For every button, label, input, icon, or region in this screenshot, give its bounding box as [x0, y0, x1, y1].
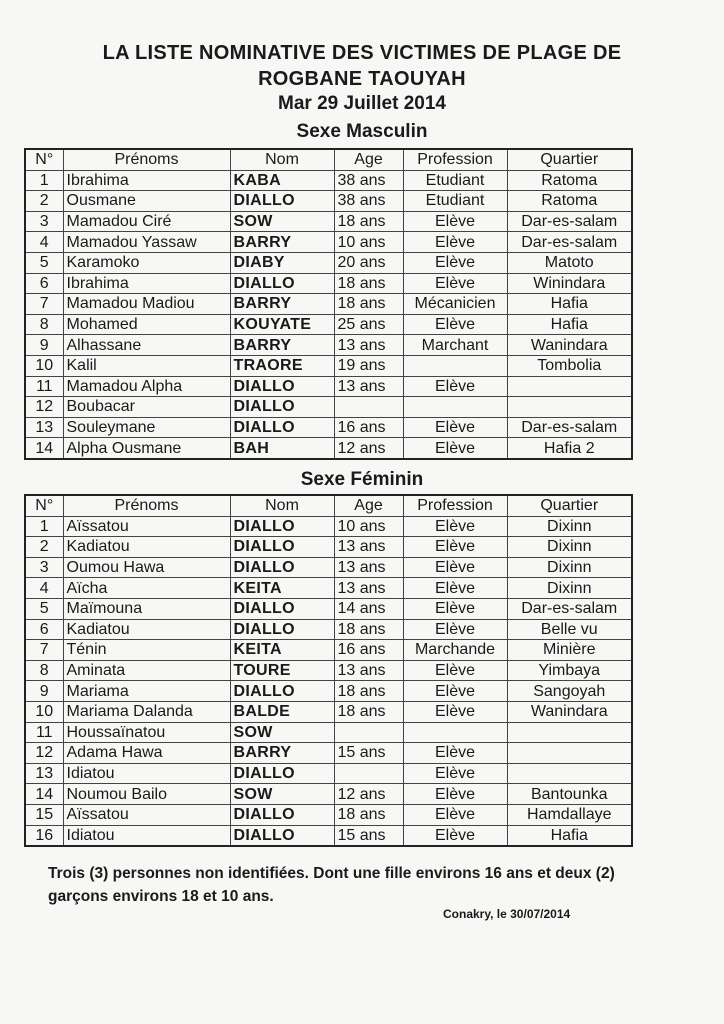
cell-prenom: Mamadou Yassaw — [63, 232, 230, 253]
cell-age: 13 ans — [334, 557, 403, 578]
cell-quartier: Wanindara — [507, 335, 632, 356]
cell-prenom: Aïssatou — [63, 804, 230, 825]
cell-prenom: Kadiatou — [63, 537, 230, 558]
cell-number: 10 — [25, 355, 63, 376]
cell-prenom: Ténin — [63, 640, 230, 661]
cell-profession: Elève — [403, 763, 507, 784]
cell-number: 5 — [25, 252, 63, 273]
table-row — [25, 191, 632, 212]
cell-quartier: Hafia — [507, 314, 632, 335]
column-header-nom: Nom — [230, 149, 334, 170]
cell-profession: Elève — [403, 743, 507, 764]
column-header-prenoms: Prénoms — [63, 149, 230, 170]
cell-profession: Elève — [403, 273, 507, 294]
cell-profession: Marchande — [403, 640, 507, 661]
cell-age: 25 ans — [334, 314, 403, 335]
cell-prenom: Kalil — [63, 355, 230, 376]
cell-number: 7 — [25, 294, 63, 315]
victims-table-male — [24, 148, 633, 460]
cell-quartier: Hamdallaye — [507, 804, 632, 825]
cell-nom: DIALLO — [230, 376, 334, 397]
cell-number: 5 — [25, 598, 63, 619]
cell-nom: BARRY — [230, 294, 334, 315]
column-header-profession: Profession — [403, 495, 507, 516]
cell-quartier: Ratoma — [507, 191, 632, 212]
cell-prenom: Mamadou Alpha — [63, 376, 230, 397]
table-row — [25, 355, 632, 376]
cell-age — [334, 397, 403, 418]
cell-quartier: Dar-es-salam — [507, 598, 632, 619]
cell-profession: Elève — [403, 660, 507, 681]
cell-age: 18 ans — [334, 211, 403, 232]
cell-age: 13 ans — [334, 578, 403, 599]
cell-quartier — [507, 722, 632, 743]
column-header-no: N° — [25, 495, 63, 516]
cell-nom: SOW — [230, 211, 334, 232]
cell-nom: BALDE — [230, 701, 334, 722]
cell-quartier — [507, 397, 632, 418]
cell-quartier: Dixinn — [507, 537, 632, 558]
cell-nom: DIALLO — [230, 273, 334, 294]
cell-age: 13 ans — [334, 376, 403, 397]
cell-quartier — [507, 743, 632, 764]
cell-nom: BARRY — [230, 335, 334, 356]
cell-profession: Etudiant — [403, 191, 507, 212]
cell-age: 13 ans — [334, 537, 403, 558]
cell-nom: DIALLO — [230, 397, 334, 418]
table-row — [25, 335, 632, 356]
cell-age: 15 ans — [334, 743, 403, 764]
cell-nom: DIALLO — [230, 516, 334, 537]
cell-prenom: Aïssatou — [63, 516, 230, 537]
cell-number: 8 — [25, 314, 63, 335]
document-date: Mar 29 Juillet 2014 — [278, 93, 446, 114]
cell-prenom: Mamadou Ciré — [63, 211, 230, 232]
cell-nom: BAH — [230, 438, 334, 459]
table-row — [25, 763, 632, 784]
cell-nom: DIALLO — [230, 537, 334, 558]
cell-profession: Elève — [403, 537, 507, 558]
cell-number: 8 — [25, 660, 63, 681]
cell-quartier: Dar-es-salam — [507, 417, 632, 438]
document-title-place: ROGBANE TAOUYAH — [258, 68, 466, 90]
cell-quartier — [507, 763, 632, 784]
table-row — [25, 598, 632, 619]
table-row — [25, 211, 632, 232]
cell-age — [334, 722, 403, 743]
cell-prenom: Adama Hawa — [63, 743, 230, 764]
cell-prenom: Maïmouna — [63, 598, 230, 619]
cell-age: 18 ans — [334, 701, 403, 722]
cell-number: 6 — [25, 273, 63, 294]
cell-number: 3 — [25, 557, 63, 578]
cell-number: 1 — [25, 516, 63, 537]
cell-nom: KEITA — [230, 640, 334, 661]
cell-age — [334, 763, 403, 784]
cell-age: 18 ans — [334, 619, 403, 640]
cell-number: 12 — [25, 743, 63, 764]
cell-age: 18 ans — [334, 273, 403, 294]
cell-profession: Elève — [403, 417, 507, 438]
column-header-profession: Profession — [403, 149, 507, 170]
cell-profession: Elève — [403, 314, 507, 335]
cell-age: 38 ans — [334, 191, 403, 212]
cell-number: 11 — [25, 722, 63, 743]
cell-age: 13 ans — [334, 660, 403, 681]
table-row — [25, 784, 632, 805]
cell-prenom: Idiatou — [63, 825, 230, 846]
cell-prenom: Ibrahima — [63, 273, 230, 294]
footnote-unidentified: Trois (3) personnes non identifiées. Dont une fille environs 16 ans et deux (2) garçons environs 18 et 10 ans. — [48, 865, 615, 905]
table-row — [25, 273, 632, 294]
victims-table-female — [24, 494, 633, 847]
cell-age: 10 ans — [334, 516, 403, 537]
cell-age: 20 ans — [334, 252, 403, 273]
cell-nom: TOURE — [230, 660, 334, 681]
cell-nom: DIALLO — [230, 763, 334, 784]
cell-quartier: Dar-es-salam — [507, 232, 632, 253]
cell-number: 14 — [25, 438, 63, 459]
cell-nom: DIALLO — [230, 598, 334, 619]
cell-age: 13 ans — [334, 335, 403, 356]
cell-quartier: Belle vu — [507, 619, 632, 640]
table-row — [25, 825, 632, 846]
table-row — [25, 640, 632, 661]
table-header-row — [25, 149, 632, 170]
cell-number: 4 — [25, 578, 63, 599]
cell-profession: Elève — [403, 701, 507, 722]
column-header-quartier: Quartier — [507, 149, 632, 170]
table-row — [25, 660, 632, 681]
table-row — [25, 516, 632, 537]
column-header-age: Age — [334, 495, 403, 516]
cell-age: 15 ans — [334, 825, 403, 846]
cell-prenom: Kadiatou — [63, 619, 230, 640]
cell-profession: Elève — [403, 578, 507, 599]
cell-profession — [403, 722, 507, 743]
cell-quartier: Matoto — [507, 252, 632, 273]
cell-profession: Elève — [403, 557, 507, 578]
cell-quartier: Bantounka — [507, 784, 632, 805]
cell-number: 2 — [25, 191, 63, 212]
cell-age: 38 ans — [334, 170, 403, 191]
column-header-nom: Nom — [230, 495, 334, 516]
cell-prenom: Ousmane — [63, 191, 230, 212]
cell-profession: Elève — [403, 438, 507, 459]
cell-quartier: Hafia 2 — [507, 438, 632, 459]
cell-number: 11 — [25, 376, 63, 397]
cell-prenom: Mariama Dalanda — [63, 701, 230, 722]
cell-nom: KABA — [230, 170, 334, 191]
cell-nom: DIALLO — [230, 619, 334, 640]
column-header-no: N° — [25, 149, 63, 170]
cell-profession: Elève — [403, 598, 507, 619]
cell-quartier: Dixinn — [507, 557, 632, 578]
table-row — [25, 294, 632, 315]
cell-quartier: Yimbaya — [507, 660, 632, 681]
table-row — [25, 376, 632, 397]
cell-nom: BARRY — [230, 743, 334, 764]
table-header-row — [25, 495, 632, 516]
cell-age: 12 ans — [334, 784, 403, 805]
cell-age: 16 ans — [334, 640, 403, 661]
table-row — [25, 701, 632, 722]
cell-nom: KEITA — [230, 578, 334, 599]
table-row — [25, 722, 632, 743]
cell-profession: Elève — [403, 804, 507, 825]
cell-profession: Elève — [403, 784, 507, 805]
column-header-quartier: Quartier — [507, 495, 632, 516]
cell-number: 16 — [25, 825, 63, 846]
cell-nom: DIALLO — [230, 191, 334, 212]
cell-profession: Mécanicien — [403, 294, 507, 315]
cell-quartier: Hafia — [507, 294, 632, 315]
cell-quartier: Dixinn — [507, 516, 632, 537]
cell-prenom: Ibrahima — [63, 170, 230, 191]
cell-age: 10 ans — [334, 232, 403, 253]
place-and-date: Conakry, le 30/07/2014 — [443, 907, 571, 921]
cell-nom: DIALLO — [230, 825, 334, 846]
column-header-age: Age — [334, 149, 403, 170]
cell-nom: BARRY — [230, 232, 334, 253]
cell-prenom: Idiatou — [63, 763, 230, 784]
cell-nom: DIALLO — [230, 417, 334, 438]
cell-age: 18 ans — [334, 294, 403, 315]
cell-nom: DIALLO — [230, 804, 334, 825]
cell-profession: Elève — [403, 516, 507, 537]
cell-number: 13 — [25, 763, 63, 784]
cell-age: 16 ans — [334, 417, 403, 438]
cell-prenom: Houssaïnatou — [63, 722, 230, 743]
cell-prenom: Mariama — [63, 681, 230, 702]
cell-nom: DIABY — [230, 252, 334, 273]
cell-prenom: Alpha Ousmane — [63, 438, 230, 459]
cell-number: 3 — [25, 211, 63, 232]
cell-number: 1 — [25, 170, 63, 191]
cell-number: 2 — [25, 537, 63, 558]
cell-prenom: Boubacar — [63, 397, 230, 418]
cell-quartier: Minière — [507, 640, 632, 661]
cell-nom: DIALLO — [230, 681, 334, 702]
cell-quartier: Wanindara — [507, 701, 632, 722]
cell-profession — [403, 355, 507, 376]
table-row — [25, 170, 632, 191]
cell-profession: Elève — [403, 681, 507, 702]
cell-prenom: Oumou Hawa — [63, 557, 230, 578]
cell-quartier: Ratoma — [507, 170, 632, 191]
cell-prenom: Souleymane — [63, 417, 230, 438]
cell-age: 14 ans — [334, 598, 403, 619]
section-heading-male: Sexe Masculin — [296, 121, 428, 142]
cell-nom: DIALLO — [230, 557, 334, 578]
cell-prenom: Alhassane — [63, 335, 230, 356]
cell-number: 12 — [25, 397, 63, 418]
column-header-prenoms: Prénoms — [63, 495, 230, 516]
table-row — [25, 232, 632, 253]
cell-age: 19 ans — [334, 355, 403, 376]
cell-nom: SOW — [230, 722, 334, 743]
cell-quartier: Tombolia — [507, 355, 632, 376]
cell-age: 12 ans — [334, 438, 403, 459]
table-row — [25, 417, 632, 438]
cell-profession: Elève — [403, 825, 507, 846]
table-row — [25, 681, 632, 702]
table-row — [25, 537, 632, 558]
cell-quartier: Dar-es-salam — [507, 211, 632, 232]
cell-nom: TRAORE — [230, 355, 334, 376]
cell-number: 6 — [25, 619, 63, 640]
cell-prenom: Mamadou Madiou — [63, 294, 230, 315]
cell-number: 15 — [25, 804, 63, 825]
cell-profession — [403, 397, 507, 418]
cell-quartier — [507, 376, 632, 397]
cell-quartier: Sangoyah — [507, 681, 632, 702]
cell-profession: Elève — [403, 252, 507, 273]
cell-profession: Elève — [403, 232, 507, 253]
cell-prenom: Noumou Bailo — [63, 784, 230, 805]
cell-prenom: Aïcha — [63, 578, 230, 599]
section-heading-female: Sexe Féminin — [300, 469, 424, 490]
cell-profession: Elève — [403, 619, 507, 640]
cell-profession: Marchant — [403, 335, 507, 356]
cell-quartier: Winindara — [507, 273, 632, 294]
document-title: LA LISTE NOMINATIVE DES VICTIMES DE PLAGE DE — [102, 42, 622, 64]
cell-number: 9 — [25, 335, 63, 356]
cell-profession: Elève — [403, 211, 507, 232]
cell-number: 13 — [25, 417, 63, 438]
table-row — [25, 743, 632, 764]
table-row — [25, 804, 632, 825]
cell-prenom: Karamoko — [63, 252, 230, 273]
table-row — [25, 619, 632, 640]
table-row — [25, 397, 632, 418]
cell-profession: Elève — [403, 376, 507, 397]
cell-number: 14 — [25, 784, 63, 805]
table-row — [25, 578, 632, 599]
cell-age: 18 ans — [334, 804, 403, 825]
cell-profession: Etudiant — [403, 170, 507, 191]
cell-number: 4 — [25, 232, 63, 253]
cell-number: 7 — [25, 640, 63, 661]
table-row — [25, 557, 632, 578]
table-row — [25, 252, 632, 273]
cell-nom: KOUYATE — [230, 314, 334, 335]
cell-nom: SOW — [230, 784, 334, 805]
table-row — [25, 314, 632, 335]
cell-quartier: Hafia — [507, 825, 632, 846]
cell-quartier: Dixinn — [507, 578, 632, 599]
cell-prenom: Mohamed — [63, 314, 230, 335]
cell-number: 10 — [25, 701, 63, 722]
cell-prenom: Aminata — [63, 660, 230, 681]
table-row — [25, 438, 632, 459]
cell-age: 18 ans — [334, 681, 403, 702]
cell-number: 9 — [25, 681, 63, 702]
